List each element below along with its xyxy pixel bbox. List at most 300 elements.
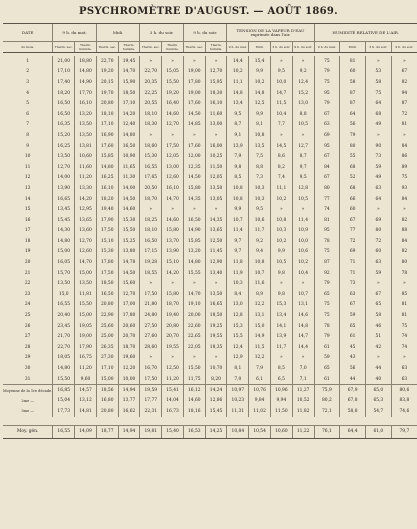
table-cell: 12,4 — [292, 77, 314, 88]
table-cell: 17,10 — [96, 120, 118, 131]
table-cell: 17,77 — [140, 396, 162, 406]
table-row — [3, 353, 417, 364]
table-cell: 11,02 — [249, 406, 271, 416]
table-cell: 15,55 — [183, 268, 205, 279]
table-cell: 10,0 — [270, 77, 292, 88]
table-cell: 20,60 — [118, 321, 140, 332]
subheader-cell: Therm. humide. — [205, 42, 227, 53]
table-cell: 64 — [365, 194, 391, 205]
table-cell: 95 — [314, 226, 340, 237]
table-cell: 80 — [340, 141, 366, 152]
table-cell: 14,5 — [270, 141, 292, 152]
table-cell: 14,60 — [162, 215, 184, 226]
table-cell: 17,60 — [183, 98, 205, 109]
table-cell: 10,8 — [227, 183, 249, 194]
table-cell: 13,05 — [205, 194, 227, 205]
table-cell: 10,3 — [249, 194, 271, 205]
table-cell: 10,25 — [205, 151, 227, 162]
table-cell: 79 — [314, 331, 340, 342]
table-cell: 14,70 — [118, 67, 140, 78]
table-cell: 20,80 — [96, 300, 118, 311]
table-cell: » — [140, 130, 162, 141]
table-cell: 14,80 — [183, 257, 205, 268]
table-cell: 10,2 — [270, 236, 292, 247]
table-row — [3, 374, 417, 385]
table-cell: 18,55 — [140, 268, 162, 279]
table-cell: 14,00 — [118, 183, 140, 194]
table-cell: 16,55 — [140, 162, 162, 173]
table-cell: 8,7 — [292, 151, 314, 162]
table-cell: 27,60 — [140, 331, 162, 342]
table-cell: 6,5 — [270, 374, 292, 385]
table-cell: 63 — [365, 257, 391, 268]
table-cell: 16,80 — [96, 396, 118, 406]
table-cell: 14,04 — [162, 396, 184, 406]
table-cell: 87 — [340, 88, 366, 99]
table-cell: 18,70 — [162, 300, 184, 311]
row-label: 1 — [26, 58, 30, 64]
table-cell: 14,9 — [249, 331, 271, 342]
table-cell: 17,80 — [96, 257, 118, 268]
table-cell: 15,00 — [53, 247, 75, 258]
table-cell: 20,70 — [118, 331, 140, 342]
table-cell: 81 — [391, 300, 417, 311]
row-label: Moy. gén. — [3, 425, 53, 438]
subheader-cell: 9 h. du mat. — [314, 42, 340, 53]
subheader-cell: Therm. humide. — [162, 42, 184, 53]
subheader-cell: 3 h. du soir. — [365, 42, 391, 53]
table-cell: 51 — [365, 331, 391, 342]
table-cell: 74 — [391, 331, 417, 342]
table-cell: 12,50 — [162, 363, 184, 374]
table-cell: 10,97 — [227, 385, 249, 396]
table-cell: 10,60 — [75, 151, 97, 162]
table-cell: » — [292, 278, 314, 289]
subheader-cell: 9 h. du soir. — [391, 42, 417, 53]
table-cell: 13,5 — [249, 141, 271, 152]
table-cell: 18,80 — [75, 56, 97, 67]
table-cell: 78 — [314, 321, 340, 332]
table-cell: 10,2 — [249, 77, 271, 88]
table-cell: 65 — [314, 289, 340, 300]
table-cell: » — [365, 56, 391, 67]
table-cell: 68 — [340, 162, 366, 173]
table-cell: 18,30 — [140, 120, 162, 131]
table-cell: » — [391, 278, 417, 289]
table-cell: » — [162, 278, 184, 289]
table-cell: » — [270, 56, 292, 67]
table-cell: » — [162, 130, 184, 141]
table-cell: 63 — [365, 183, 391, 194]
table-cell: » — [292, 353, 314, 364]
table-cell: 76,1 — [314, 425, 340, 438]
table-cell: 7,5 — [249, 151, 271, 162]
table-cell: 13,50 — [53, 151, 75, 162]
table-cell: 9,7 — [292, 162, 314, 173]
table-row — [3, 278, 417, 289]
subheader-cell: 3 h. du soir. — [270, 42, 292, 53]
table-cell: 81 — [314, 215, 340, 226]
header-midi: Midi. — [96, 24, 140, 42]
table-cell: 67 — [391, 67, 417, 78]
table-row — [3, 88, 417, 99]
table-cell: » — [183, 56, 205, 67]
table-cell: 92 — [314, 268, 340, 279]
table-cell: 15,30 — [118, 215, 140, 226]
table-cell: 11,5 — [249, 342, 271, 353]
row-label: 2 — [26, 69, 30, 75]
table-cell: 75 — [314, 247, 340, 258]
table-cell: 16,50 — [183, 215, 205, 226]
table-cell: 14,7 — [292, 331, 314, 342]
table-cell: 11,5 — [270, 98, 292, 109]
table-cell: 14,35 — [183, 194, 205, 205]
table-cell: 15,20 — [53, 130, 75, 141]
table-cell: 8,2 — [270, 162, 292, 173]
table-cell: 82 — [391, 77, 417, 88]
table-cell: 21,70 — [53, 331, 75, 342]
table-cell: 14,50 — [183, 109, 205, 120]
table-cell: 52 — [340, 173, 366, 184]
table-cell: » — [365, 130, 391, 141]
table-cell: 69 — [340, 247, 366, 258]
table-cell: » — [183, 278, 205, 289]
table-cell: 9,60 — [75, 374, 97, 385]
table-cell: » — [391, 204, 417, 215]
table-cell: 8,6 — [270, 151, 292, 162]
table-cell: 80 — [391, 257, 417, 268]
table-cell: 9,94 — [270, 396, 292, 406]
table-cell: 78 — [314, 236, 340, 247]
table-cell: 9,1 — [227, 130, 249, 141]
row-label: 13 — [24, 185, 31, 191]
table-cell: 81 — [391, 120, 417, 131]
table-cell: 9,4 — [249, 247, 271, 258]
table-cell: 9,8 — [270, 268, 292, 279]
table-cell: 64 — [365, 98, 391, 109]
table-cell: 10,52 — [292, 396, 314, 406]
table-cell: 67 — [314, 173, 340, 184]
row-label: 7 — [26, 122, 30, 128]
table-cell: 15,10 — [162, 257, 184, 268]
table-cell: 14,35 — [205, 215, 227, 226]
table-cell: 17,00 — [118, 300, 140, 311]
table-cell: 22,70 — [96, 56, 118, 67]
table-cell: 13,00 — [205, 120, 227, 131]
table-cell: 14,20 — [75, 194, 97, 205]
table-cell: 25,60 — [96, 321, 118, 332]
table-cell: 14,24 — [205, 385, 227, 396]
table-cell: 14,80 — [96, 162, 118, 173]
table-cell: 22,65 — [183, 331, 205, 342]
table-cell: 11,27 — [292, 385, 314, 396]
table-cell: 14,30 — [53, 226, 75, 237]
table-cell: 13,20 — [75, 109, 97, 120]
table-cell: » — [365, 278, 391, 289]
table-cell: 14,25 — [205, 425, 227, 438]
table-cell: 21,00 — [53, 56, 75, 67]
table-cell: 9,84 — [249, 396, 271, 406]
row-label: 24 — [24, 302, 31, 308]
table-cell: » — [365, 204, 391, 215]
table-cell: 14,50 — [118, 194, 140, 205]
table-cell: 7,9 — [249, 363, 271, 374]
table-cell: 79 — [314, 278, 340, 289]
table-cell: 17,73 — [53, 406, 75, 416]
table-cell: 9,5 — [227, 109, 249, 120]
table-cell: » — [140, 56, 162, 67]
row-label: 29 — [24, 355, 31, 361]
table-cell: 75 — [391, 173, 417, 184]
row-label: 3 — [26, 79, 30, 85]
table-cell: 14,80 — [53, 236, 75, 247]
table-cell: » — [270, 353, 292, 364]
table-cell: 9,2 — [292, 67, 314, 78]
table-cell: 16,55 — [53, 300, 75, 311]
row-label: 27 — [24, 334, 31, 340]
table-cell: 11,7 — [270, 342, 292, 353]
table-row — [3, 342, 417, 353]
table-cell: 16,62 — [118, 406, 140, 416]
table-cell: 74,6 — [391, 406, 417, 416]
table-cell: 10,60 — [270, 425, 292, 438]
table-cell: 11,8 — [227, 257, 249, 268]
table-cell: 8,7 — [227, 120, 249, 131]
table-cell: 12,7 — [292, 141, 314, 152]
table-cell: 75,9 — [314, 385, 340, 396]
table-cell: 40 — [365, 374, 391, 385]
table-row — [3, 204, 417, 215]
table-cell: 14,78 — [118, 257, 140, 268]
table-cell: 14,6 — [292, 310, 314, 321]
row-label: 31 — [24, 376, 31, 382]
table-cell: 95 — [314, 141, 340, 152]
table-cell: 86 — [391, 151, 417, 162]
table-row — [3, 109, 417, 120]
table-cell: 64 — [340, 109, 366, 120]
table-cell: 82 — [391, 215, 417, 226]
table-row — [3, 183, 417, 194]
table-cell: 12,70 — [162, 120, 184, 131]
table-cell: 16,35 — [53, 120, 75, 131]
table-cell: » — [140, 278, 162, 289]
table-cell: 14,50 — [118, 268, 140, 279]
table-cell: 14,60 — [162, 109, 184, 120]
table-cell: 15,85 — [183, 236, 205, 247]
table-cell: 71 — [340, 268, 366, 279]
table-cell: 11,65 — [118, 162, 140, 173]
table-cell: 14,70 — [162, 194, 184, 205]
table-cell: 58 — [365, 77, 391, 88]
table-cell: 14,57 — [75, 385, 97, 396]
row-label: 26 — [24, 323, 31, 329]
table-cell: » — [205, 204, 227, 215]
table-cell: 15,00 — [96, 374, 118, 385]
row-label: 3me — — [21, 409, 34, 414]
table-cell: 19,10 — [183, 300, 205, 311]
table-cell: 63 — [391, 363, 417, 374]
table-cell: 14,50 — [183, 173, 205, 184]
table-cell: 13,90 — [53, 183, 75, 194]
table-cell: 22,60 — [183, 321, 205, 332]
table-cell: 53 — [365, 67, 391, 78]
row-label: 6 — [26, 111, 30, 117]
table-cell: 8,9 — [249, 289, 271, 300]
table-cell: 93 — [391, 183, 417, 194]
table-cell: 14,20 — [162, 268, 184, 279]
table-cell: 13,80 — [118, 247, 140, 258]
table-cell: 20,55 — [140, 98, 162, 109]
table-cell: 11,7 — [249, 226, 271, 237]
table-cell: 9,5 — [249, 204, 271, 215]
table-cell: 56 — [340, 120, 366, 131]
table-cell: 10,00 — [118, 374, 140, 385]
table-cell: 13,40 — [205, 268, 227, 279]
table-cell: 68 — [365, 109, 391, 120]
table-cell: 9,9 — [249, 109, 271, 120]
table-cell: 59 — [314, 353, 340, 364]
table-cell: 11,81 — [75, 289, 97, 300]
table-cell: 18,10 — [140, 109, 162, 120]
table-cell: 17,60 — [96, 141, 118, 152]
table-cell: 78 — [391, 268, 417, 279]
table-cell: 17,40 — [53, 77, 75, 88]
table-cell: 16,10 — [162, 183, 184, 194]
table-cell: 17,90 — [75, 342, 97, 353]
table-cell: 15,50 — [183, 363, 205, 374]
subheader-cell: Midi. — [249, 42, 271, 53]
table-cell: 15,30 — [140, 151, 162, 162]
table-cell: 55 — [340, 151, 366, 162]
table-cell: » — [183, 353, 205, 364]
table-cell: 12,70 — [53, 162, 75, 173]
table-cell: » — [391, 56, 417, 67]
table-cell: 12,2 — [249, 353, 271, 364]
table-cell: 19,00 — [75, 331, 97, 342]
table-cell: 22,25 — [140, 88, 162, 99]
table-cell: 14,1 — [270, 321, 292, 332]
table-cell: 72 — [340, 236, 366, 247]
table-cell: 18,50 — [118, 88, 140, 99]
table-cell: 13,50 — [53, 278, 75, 289]
table-cell: 94 — [391, 88, 417, 99]
row-label: 2me — — [21, 398, 34, 403]
table-cell: 65 — [365, 300, 391, 311]
table-cell: 12,35 — [183, 162, 205, 173]
table-cell: 79,7 — [391, 425, 417, 438]
table-cell: » — [183, 204, 205, 215]
table-cell: 15,00 — [75, 310, 97, 321]
table-cell: 11,50 — [205, 162, 227, 173]
table-cell: 8,20 — [205, 374, 227, 385]
table-cell: 16,12 — [183, 385, 205, 396]
table-cell: 12,20 — [118, 363, 140, 374]
table-cell: 15,0 — [249, 321, 271, 332]
table-cell: 13,30 — [75, 183, 97, 194]
table-cell: 14,60 — [183, 396, 205, 406]
table-cell: 10,4 — [292, 268, 314, 279]
table-cell: 8,8 — [292, 109, 314, 120]
row-label: Moyenne de la 1re décade. — [3, 385, 53, 396]
table-cell: 16,25 — [53, 141, 75, 152]
table-cell: 89 — [391, 162, 417, 173]
table-cell: 71 — [340, 257, 366, 268]
table-cell: 58 — [340, 77, 366, 88]
table-cell: 77 — [340, 226, 366, 237]
table-cell: 67 — [340, 215, 366, 226]
table-cell: 13,50 — [75, 130, 97, 141]
table-cell: 82 — [391, 247, 417, 258]
subheader-cell: du mois. — [3, 42, 53, 53]
table-cell: 15,0 — [53, 289, 75, 300]
table-cell: 20,50 — [140, 183, 162, 194]
table-cell: 16,05 — [53, 257, 75, 268]
table-cell: 12,05 — [205, 173, 227, 184]
table-cell: 10,96 — [270, 385, 292, 396]
subheader-cell: Therm. sec. — [96, 42, 118, 53]
table-cell: 19,00 — [183, 88, 205, 99]
table-cell: » — [292, 204, 314, 215]
table-cell: 77 — [314, 194, 340, 205]
table-cell: 11,30 — [118, 173, 140, 184]
table-cell: 14,70 — [75, 257, 97, 268]
table-cell: 14,80 — [53, 363, 75, 374]
table-cell: 79 — [314, 67, 340, 78]
table-cell: 64,4 — [340, 425, 366, 438]
table-cell: 9,9 — [270, 247, 292, 258]
table-cell: 8,4 — [227, 289, 249, 300]
table-cell: 44 — [365, 363, 391, 374]
table-cell: 18,77 — [96, 425, 118, 438]
table-cell: 9,9 — [249, 67, 271, 78]
table-cell: 13,50 — [75, 120, 97, 131]
table-cell: 14,60 — [118, 204, 140, 215]
table-cell: 10,2 — [292, 257, 314, 268]
table-row — [3, 67, 417, 78]
table-cell: 19,45 — [118, 56, 140, 67]
table-cell: 19,81 — [140, 425, 162, 438]
table-cell: 11,6 — [249, 278, 271, 289]
table-cell: 16,25 — [96, 173, 118, 184]
table-cell: 17,50 — [96, 226, 118, 237]
table-cell: 10,7 — [292, 289, 314, 300]
table-cell: 72 — [365, 236, 391, 247]
table-cell: 13,77 — [118, 396, 140, 406]
table-cell: 15,5 — [227, 331, 249, 342]
table-cell: 16,75 — [75, 353, 97, 364]
table-row — [3, 247, 417, 258]
table-cell: 20,00 — [183, 310, 205, 321]
table-cell: 20,80 — [96, 406, 118, 416]
table-cell: 88 — [391, 226, 417, 237]
row-label: 28 — [24, 344, 31, 350]
table-cell: 15,10 — [96, 236, 118, 247]
table-cell: 58,8 — [340, 406, 366, 416]
table-cell: 19,55 — [205, 331, 227, 342]
table-cell: 43 — [340, 353, 366, 364]
table-cell: 13,65 — [75, 215, 97, 226]
table-cell: 20,80 — [96, 98, 118, 109]
table-cell: 7,3 — [249, 173, 271, 184]
table-cell: 60 — [340, 204, 366, 215]
table-cell: 9,5 — [292, 173, 314, 184]
table-cell: 27,50 — [140, 321, 162, 332]
page-title: PSYCHROMÈTRE D'AUGUST. — AOÛT 1869. — [79, 6, 338, 17]
table-cell: 10,9 — [292, 226, 314, 237]
table-cell: 45 — [340, 342, 366, 353]
table-cell: 11,75 — [183, 374, 205, 385]
table-cell: 20,15 — [96, 77, 118, 88]
